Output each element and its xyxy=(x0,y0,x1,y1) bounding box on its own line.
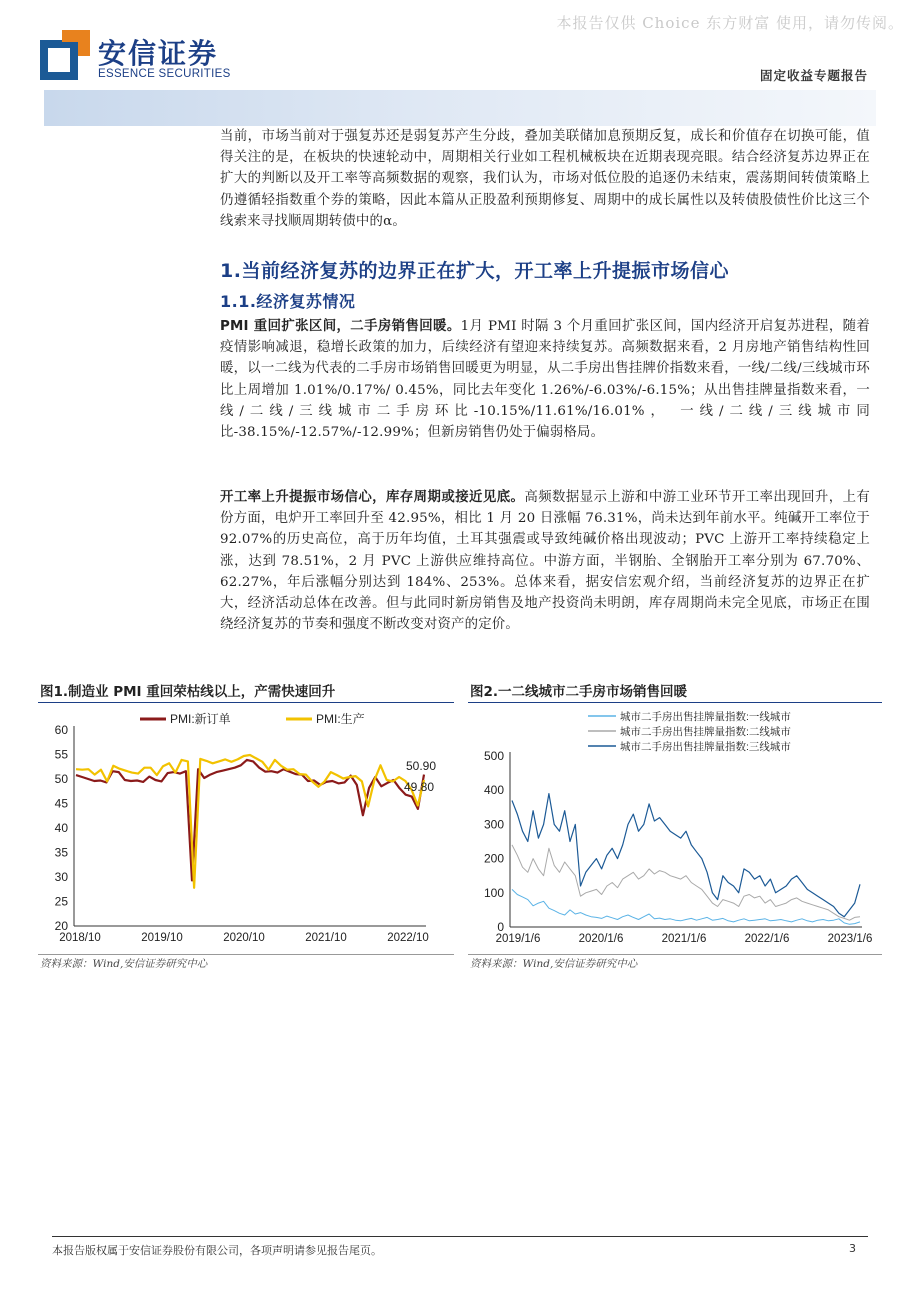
paragraph-pmi xyxy=(220,316,870,443)
paragraph-operating-rate-lead: 开工率上升提振市场信心，库存周期或接近见底。 xyxy=(220,490,525,505)
x-tick-label: 2020/10 xyxy=(223,932,265,944)
y-tick-label: 20 xyxy=(54,919,68,933)
legend-label-3: 城市二手房出售挂牌量指数:三线城市 xyxy=(620,741,791,753)
figure-1-bottom-rule xyxy=(38,954,454,955)
x-tick-label: 2021/1/6 xyxy=(661,933,707,945)
report-type: 固定收益专题报告 xyxy=(759,68,868,83)
section-1-1-heading: 1.1.经济复苏情况 xyxy=(220,292,356,311)
logo-text-en: ESSENCE SECURITIES xyxy=(98,68,231,80)
x-tick-label: 2019/10 xyxy=(141,932,183,944)
x-tick-label: 2019/1/6 xyxy=(495,933,541,945)
legend-label-2: 城市二手房出售挂牌量指数:二线城市 xyxy=(620,726,791,738)
paragraph-pmi-lead: PMI 重回扩张区间，二手房销售回暖。 xyxy=(220,319,461,334)
y-tick-label: 55 xyxy=(54,747,68,762)
figure-1-source: 资料来源：Wind,安信证券研究中心 xyxy=(40,958,208,970)
legend-label-1: PMI:新订单 xyxy=(170,712,231,726)
figure-1-title: 图1.制造业 PMI 重回荣枯线以上，产需快速回升 xyxy=(40,684,336,700)
figure-1-chart xyxy=(38,706,454,952)
y-tick-label: 400 xyxy=(483,783,504,798)
legend-label-2: PMI:生产 xyxy=(316,712,365,726)
y-tick-label: 25 xyxy=(54,894,68,909)
footer-rule xyxy=(52,1236,868,1237)
x-tick-label: 2023/1/6 xyxy=(827,933,873,945)
figure-2-rule xyxy=(468,702,882,703)
x-tick-label: 2020/1/6 xyxy=(578,933,624,945)
y-tick-label: 50 xyxy=(54,772,68,786)
page-number: 3 xyxy=(849,1242,856,1255)
series-line-3 xyxy=(512,794,860,917)
y-tick-label: 30 xyxy=(54,870,68,884)
figure-2-title: 图2.一二线城市二手房市场销售回暖 xyxy=(470,684,688,700)
company-logo xyxy=(40,30,260,86)
y-tick-label: 300 xyxy=(483,817,504,832)
y-tick-label: 35 xyxy=(54,845,68,860)
figure-2-chart xyxy=(468,706,882,952)
x-tick-label: 2018/10 xyxy=(59,932,101,944)
paragraph-pmi-body: 1月 PMI 时隔 3 个月重回扩张区间，国内经济开启复苏进程，随着疫情影响减退，稳增长政策的加力，后续经济有望迎来持续复苏。高频数据来看，2 月房地产销售结构性回暖，以一二线为代表的二手房市场销售回暖更为明显，从二手房出售挂牌价指数来看，一线/二线/三线城市环比上周增加 1.01%/0.17%/ 0.45%，同比去年变化 1.26%/-6.03%/-6.15%；从出售挂牌量指数来看，一线/二线/三线城市二手房环比-10.15%/11.61%/16.01%， 一线/二线/三线城市同比-38.15%/-12.57%/-12.99%；但新房销售仍处于偏弱格局。 xyxy=(220,319,870,441)
section-1-heading: 1.当前经济复苏的边界正在扩大，开工率上升提振市场信心 xyxy=(220,260,729,282)
legend-label-1: 城市二手房出售挂牌量指数:一线城市 xyxy=(620,711,791,723)
header-band xyxy=(44,90,876,126)
figure-2-source: 资料来源：Wind,安信证券研究中心 xyxy=(470,958,638,970)
y-tick-label: 200 xyxy=(483,851,504,866)
logo-mark-icon xyxy=(40,30,90,82)
x-tick-label: 2021/10 xyxy=(305,932,347,944)
x-tick-label: 2022/1/6 xyxy=(744,933,790,945)
x-tick-label: 2022/10 xyxy=(387,932,429,944)
paragraph-operating-rate-body: 高频数据显示上游和中游工业环节开工率出现回升，上有份方面，电炉开工率回升至 42.95%，相比 1 月 20 日涨幅 76.31%，尚未达到年前水平。纯碱开工率位于 92.07%的历史高位，高于历年均值，土耳其强震或导致纯碱价格出现波动；PVC 上游开工率持续稳定上涨，达到 78.51%，2 月 PVC 上游供应维持高位。中游方面，半钢胎、全钢胎开工率分别为 67.70%、62.27%，年后涨幅分别达到 184%、253%。总体来看，据安信宏观介绍，当前经济复苏的边界正在扩大，经济活动总体在改善。但与此同时新房销售及地产投资尚未明朗，库存周期尚未完全见底，市场正在围绕经济复苏的节奏和强度不断改变对资产的定价。 xyxy=(220,490,871,633)
data-label-production: 49.80 xyxy=(404,780,435,794)
series-line-2 xyxy=(76,755,424,888)
paragraph-operating-rate xyxy=(220,487,870,635)
figure-2-bottom-rule xyxy=(468,954,882,955)
y-tick-label: 100 xyxy=(483,885,504,900)
data-label-new-orders: 50.90 xyxy=(406,759,437,773)
y-tick-label: 60 xyxy=(54,723,68,737)
intro-paragraph: 当前，市场当前对于强复苏还是弱复苏产生分歧，叠加美联储加息预期反复，成长和价值存在切换可能，值得关注的是，在板块的快速轮动中，周期相关行业如工程机械板块在近期表现亮眼。结合经济复苏边界正在扩大的判断以及开工率等高频数据的观察，我们认为，市场对低位股的追逐仍未结束，震荡期间转债策略上仍遵循轻指数重个券的策略，因此本篇从正股盈利预期修复、周期中的成长属性以及转债股债性价比这三个线索来寻找顺周期转债中的α。 xyxy=(220,129,870,229)
series-line-1 xyxy=(76,760,424,881)
y-tick-label: 0 xyxy=(497,920,504,934)
series-line-2 xyxy=(512,845,860,920)
series-line-1 xyxy=(512,889,860,924)
y-tick-label: 40 xyxy=(54,821,68,835)
watermark: 本报告仅供 Choice 东方财富 使用，请勿传阅。 xyxy=(556,14,904,32)
figure-1-rule xyxy=(38,702,454,703)
y-tick-label: 45 xyxy=(54,796,68,811)
logo-text-cn: 安信证券 xyxy=(98,37,219,70)
y-tick-label: 500 xyxy=(483,749,504,763)
footer-disclaimer: 本报告版权属于安信证券股份有限公司，各项声明请参见报告尾页。 xyxy=(52,1244,382,1257)
